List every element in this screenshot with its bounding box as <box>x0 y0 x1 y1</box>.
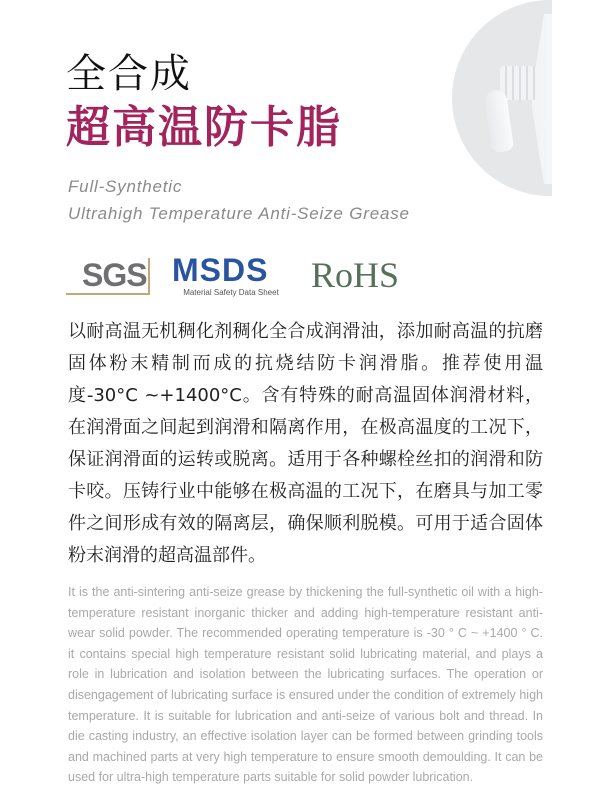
sgs-logo-text: SGS <box>82 257 147 293</box>
english-title-line-2: Ultrahigh Temperature Anti-Seize Grease <box>68 204 410 223</box>
chinese-description: 以耐高温无机稠化剂稠化全合成润滑油，添加耐高温的抗磨固体粉末精制而成的抗烧结防卡润滑脂。推荐使用温度-30°C ~+1400°C。含有特殊的耐高温固体润滑材料，在润滑面之间起到润滑和隔离作用，在极高温度的工况下，保证润滑面的运转或脱离。适用于各种螺栓丝扣的润滑和防卡咬。压铸行业中能够在极高温的工况下，在磨具与加工零件之间形成有效的隔离层，确保顺利脱模。可用于适合固体粉末润滑的超高温部件。 <box>68 321 543 566</box>
rohs-logo: RoHS <box>311 255 400 295</box>
product-tube-image <box>440 0 552 200</box>
title-line-1: 全合成 <box>66 51 192 97</box>
description-section <box>68 316 543 788</box>
msds-logo-text: MSDS <box>172 252 269 288</box>
msds-subtitle: Material Safety Data Sheet <box>183 288 279 297</box>
english-description: It is the anti-sintering anti-seize grease by thickening the full-synthetic oil with a high-temperature resistant inorganic thicker and adding high-temperature resistant anti-wear solid powder. The recommended operating temperature is -30 ° C ~ +1400 ° C. it contains special high temperature resistant solid lubricating material, and plays a role in lubrication and isolation between the lubricating surfaces. The operation or disengagement of lubricating surface is ensured under the condition of extremely high temperature. It is suitable for lubrication and anti-seize of various bolt and thread. In die casting industry, an effective isolation layer can be formed between grinding tools and machined parts at very high temperature to ensure smooth demoulding. It can be used for ultra-high temperature parts suitable for solid powder lubrication. <box>68 585 543 785</box>
sgs-vertical-line <box>148 258 150 295</box>
sgs-underline <box>66 293 150 295</box>
product-title: 超高温防卡脂 <box>66 102 342 153</box>
english-title-line-1: Full-Synthetic <box>68 177 183 196</box>
